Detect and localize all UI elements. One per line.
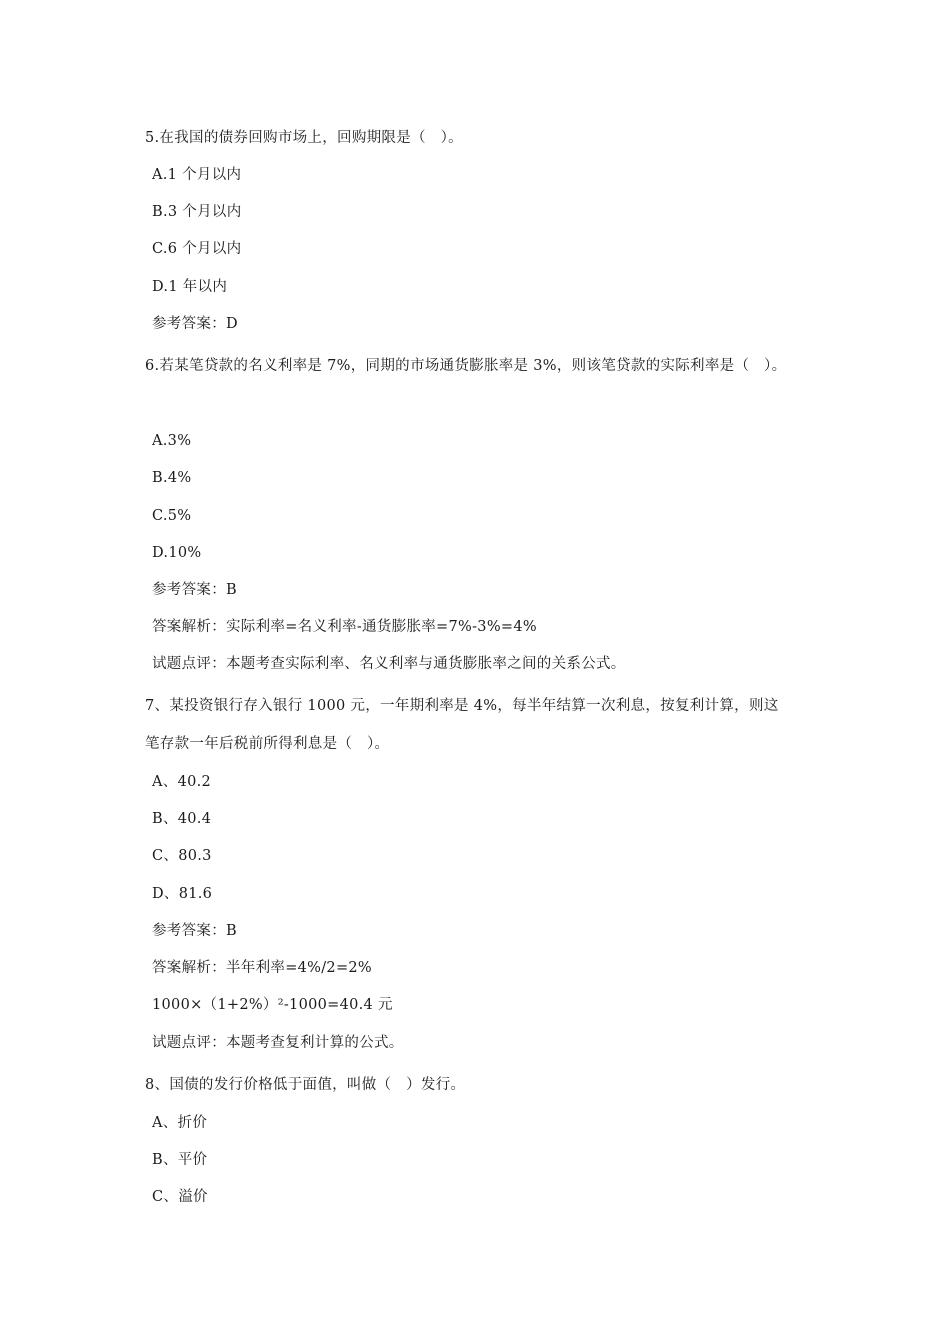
question-7-option-c: C、80.3 [152, 848, 212, 864]
question-5-option-d: D.1 年以内 [152, 279, 228, 295]
question-5-answer: 参考答案：D [152, 316, 238, 332]
question-7-analysis: 答案解析：半年利率=4%/2=2% [152, 960, 373, 976]
question-5-option-b: B.3 个月以内 [152, 204, 242, 220]
question-8-option-b: B、平价 [152, 1152, 208, 1168]
question-6-comment: 试题点评：本题考查实际利率、名义利率与通货膨胀率之间的关系公式。 [152, 656, 626, 672]
question-7-option-b: B、40.4 [152, 811, 212, 827]
question-6-option-a: A.3% [152, 433, 192, 449]
question-8-stem: 8、国债的发行价格低于面值，叫做（ ）发行。 [145, 1077, 466, 1093]
question-5-option-c: C.6 个月以内 [152, 241, 242, 257]
question-8-option-a: A、折价 [152, 1115, 208, 1131]
question-7-stem-line-2: 笔存款一年后税前所得利息是（ ）。 [145, 736, 390, 752]
question-6-option-d: D.10% [152, 545, 202, 561]
question-7-option-a: A、40.2 [152, 774, 212, 790]
question-7-answer: 参考答案：B [152, 923, 237, 939]
question-6-analysis: 答案解析：实际利率=名义利率-通货膨胀率=7%-3%=4% [152, 619, 537, 635]
question-7-comment: 试题点评：本题考查复利计算的公式。 [152, 1035, 404, 1051]
question-6-stem: 6.若某笔贷款的名义利率是 7%，同期的市场通货膨胀率是 3%，则该笔贷款的实际利率是（ ）。 [145, 358, 787, 374]
question-5-option-a: A.1 个月以内 [152, 167, 242, 183]
question-6-answer: 参考答案：B [152, 582, 237, 598]
question-7-formula: 1000×（1+2%）²-1000=40.4 元 [152, 997, 393, 1013]
question-6-option-b: B.4% [152, 470, 192, 486]
question-6-option-c: C.5% [152, 508, 192, 524]
question-5-stem: 5.在我国的债券回购市场上，回购期限是（ ）。 [145, 130, 463, 146]
question-8-option-c: C、溢价 [152, 1189, 208, 1205]
question-7-stem-line-1: 7、某投资银行存入银行 1000 元，一年期利率是 4%，每半年结算一次利息，按复利计算，则这 [145, 698, 779, 714]
question-7-option-d: D、81.6 [152, 886, 213, 902]
